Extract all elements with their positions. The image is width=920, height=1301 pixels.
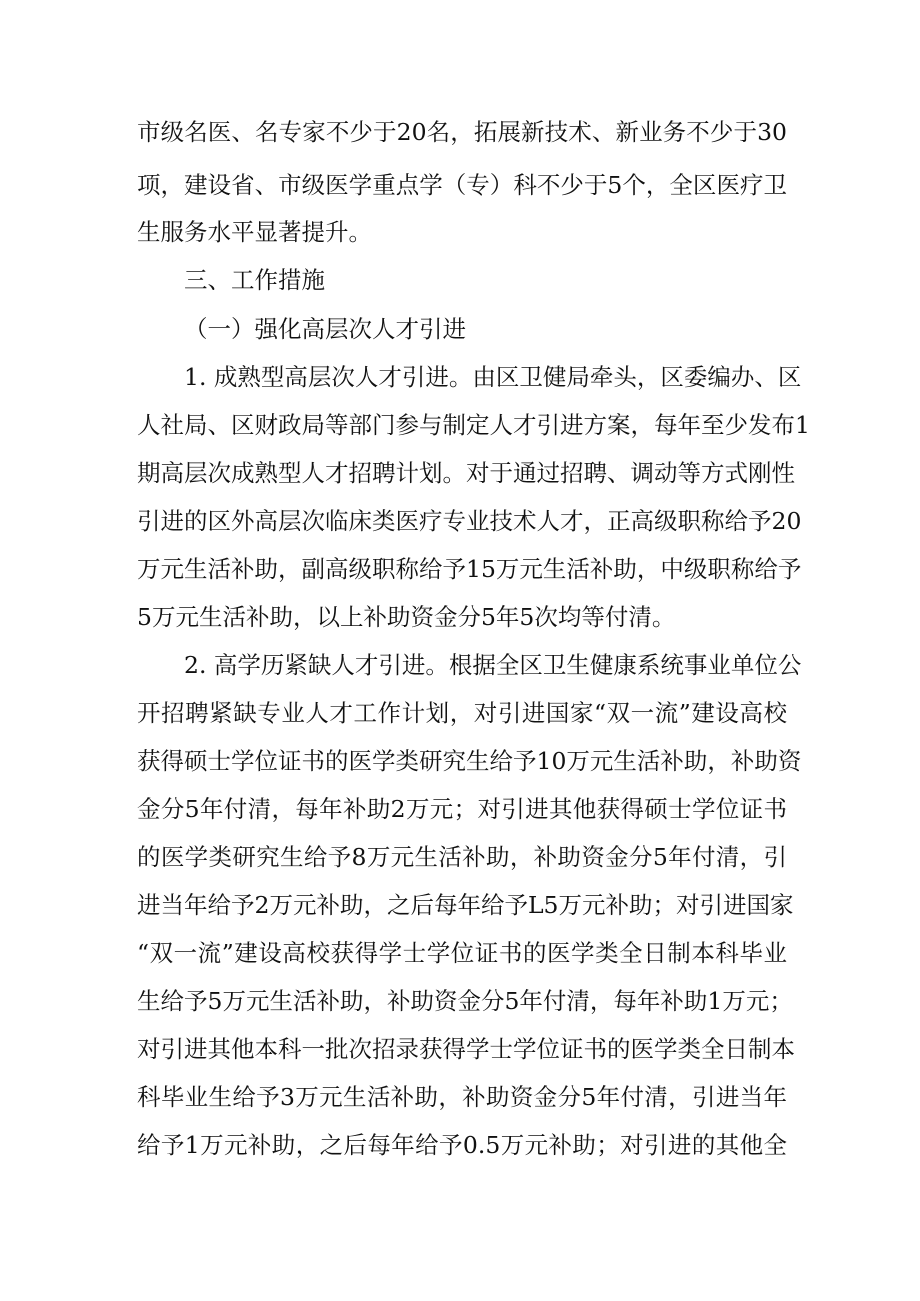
paragraph-line: 进当年给予2万元补助，之后每年给予L5万元补助；对引进国家 (137, 891, 794, 919)
paragraph-line: 1. 成熟型高层次人才引进。由区卫健局牵头，区委编办、区 (184, 363, 802, 391)
paragraph-line: “双一流”建设高校获得学士学位证书的医学类全日制本科毕业 (137, 939, 787, 967)
paragraph-line: 对引进其他本科一批次招录获得学士学位证书的医学类全日制本 (137, 1035, 795, 1063)
paragraph-line: 人社局、区财政局等部门参与制定人才引进方案，每年至少发布1 (137, 411, 810, 439)
paragraph-line: 引进的区外高层次临床类医疗专业技术人才，正高级职称给予20 (137, 507, 802, 535)
subsection-heading: （一）强化高层次人才引进 (184, 315, 466, 343)
paragraph-line: 金分5年付清，每年补助2万元；对引进其他获得硕士学位证书 (137, 795, 787, 823)
paragraph-line: 5万元生活补助，以上补助资金分5年5次均等付清。 (137, 603, 676, 631)
paragraph-line: 2. 高学历紧缺人才引进。根据全区卫生健康系统事业单位公 (184, 651, 802, 679)
paragraph-line: 生给予5万元生活补助，补助资金分5年付清，每年补助1万元； (137, 987, 793, 1015)
paragraph-line: 获得硕士学位证书的医学类研究生给予10万元生活补助，补助资 (137, 747, 802, 775)
paragraph-line: 开招聘紧缺专业人才工作计划，对引进国家“双一流”建设高校 (137, 699, 787, 727)
paragraph-line: 市级名医、名专家不少于20名，拓展新技术、新业务不少于30 (137, 118, 787, 146)
paragraph-line: 科毕业生给予3万元生活补助，补助资金分5年付清，引进当年 (137, 1083, 787, 1111)
paragraph-line: 生服务水平显著提升。 (137, 218, 372, 246)
paragraph-line: 万元生活补助，副高级职称给予15万元生活补助，中级职称给予 (137, 555, 802, 583)
paragraph-line: 的医学类研究生给予8万元生活补助，补助资金分5年付清，引 (137, 843, 787, 871)
paragraph-line: 项，建设省、市级医学重点学（专）科不少于5个，全区医疗卫 (137, 171, 787, 199)
section-heading: 三、工作措施 (184, 266, 325, 294)
paragraph-line: 期高层次成熟型人才招聘计划。对于通过招聘、调动等方式刚性 (137, 459, 795, 487)
paragraph-line: 给予1万元补助，之后每年给予0.5万元补助；对引进的其他全 (137, 1131, 787, 1159)
